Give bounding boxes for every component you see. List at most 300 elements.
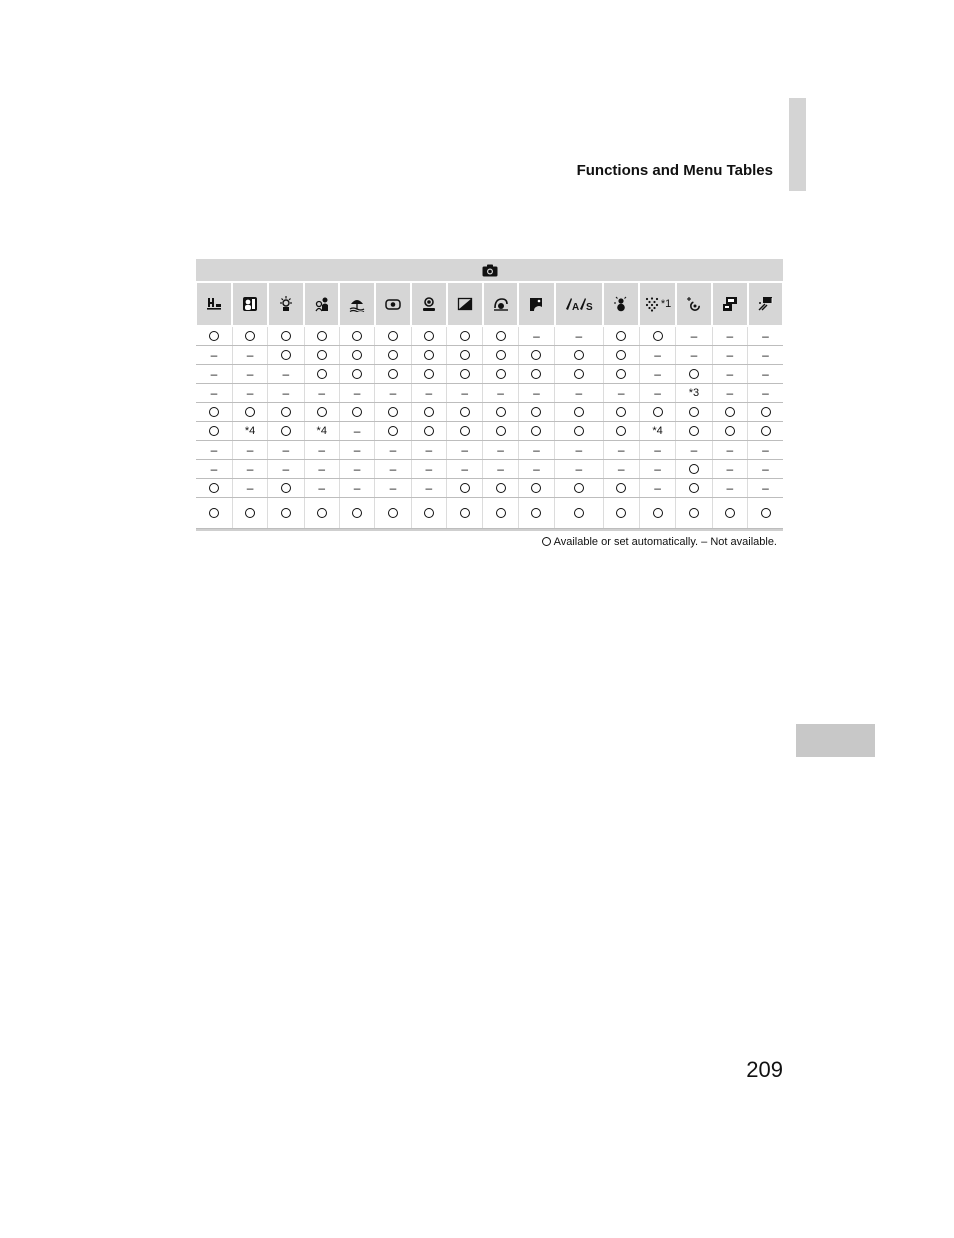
available-circle-icon [689, 407, 699, 417]
table-cell [676, 460, 712, 479]
not-available-dash: – [461, 462, 469, 476]
available-circle-icon [209, 508, 219, 518]
hand-held-night-scene-icon [206, 296, 222, 312]
available-circle-icon [209, 331, 219, 341]
table-bottom-rule [196, 529, 783, 531]
available-circle-icon [653, 407, 663, 417]
mode-column-header [339, 281, 374, 327]
table-cell [232, 441, 267, 460]
table-legend [420, 536, 777, 548]
table-cell [748, 422, 783, 441]
available-circle-icon [460, 350, 470, 360]
table-cell [518, 460, 554, 479]
not-available-dash: – [690, 348, 698, 362]
table-cell [712, 498, 747, 529]
not-available-dash: – [425, 386, 433, 400]
table-cell [268, 479, 304, 498]
table-cell [375, 441, 411, 460]
not-available-dash: – [210, 462, 218, 476]
table-cell [375, 365, 411, 384]
available-circle-icon [317, 331, 327, 341]
not-available-dash: – [726, 462, 734, 476]
available-circle-icon [460, 331, 470, 341]
mode-icon-cell [713, 283, 746, 325]
table-row [196, 403, 783, 422]
table-cell [748, 384, 783, 403]
not-available-dash: – [246, 462, 254, 476]
available-circle-icon [388, 331, 398, 341]
not-available-dash: – [726, 386, 734, 400]
table-cell [603, 479, 639, 498]
available-circle-icon [424, 350, 434, 360]
table-cell [712, 422, 747, 441]
available-circle-icon [388, 426, 398, 436]
mode-icon-cell [269, 283, 303, 325]
table-cell [268, 498, 304, 529]
table-cell [411, 460, 446, 479]
table-cell [603, 422, 639, 441]
available-circle-icon [616, 426, 626, 436]
table-cell [304, 346, 339, 365]
not-available-dash: – [318, 481, 326, 495]
portrait-mode-icon [242, 296, 258, 312]
table-cell [447, 384, 483, 403]
table-cell [447, 327, 483, 346]
not-available-dash: – [389, 386, 397, 400]
table-cell [196, 327, 232, 346]
table-cell [411, 403, 446, 422]
table-cell [518, 346, 554, 365]
not-available-dash: – [575, 329, 583, 343]
available-circle-icon [460, 508, 470, 518]
available-circle-icon [388, 350, 398, 360]
table-cell [375, 346, 411, 365]
available-circle-icon [496, 331, 506, 341]
table-cell [232, 479, 267, 498]
available-circle-icon [574, 426, 584, 436]
available-circle-icon [209, 426, 219, 436]
not-available-dash: – [389, 443, 397, 457]
table-row [196, 422, 783, 441]
table-cell [304, 498, 339, 529]
low-light-icon [278, 296, 294, 312]
table-cell [518, 365, 554, 384]
table-cell [196, 460, 232, 479]
available-circle-icon [616, 369, 626, 379]
available-circle-icon [616, 350, 626, 360]
table-cell [411, 422, 446, 441]
mode-column-header [555, 281, 603, 327]
table-cell [411, 327, 446, 346]
table-cell [639, 422, 675, 441]
available-circle-icon [352, 508, 362, 518]
not-available-dash: – [690, 443, 698, 457]
table-cell [518, 384, 554, 403]
table-cell [483, 384, 518, 403]
table-cell [748, 403, 783, 422]
table-cell [232, 498, 267, 529]
table-cell [268, 422, 304, 441]
table-cell [375, 479, 411, 498]
camera-icon [482, 264, 498, 277]
available-circle-icon [496, 350, 506, 360]
table-cell [518, 327, 554, 346]
legend-text: Available or set automatically. – Not available. [553, 536, 777, 548]
not-available-dash: – [762, 462, 769, 476]
table-cell [748, 346, 783, 365]
available-circle-icon [689, 369, 699, 379]
table-row [196, 346, 783, 365]
table-cell [304, 460, 339, 479]
table-cell [268, 346, 304, 365]
table-cell [748, 441, 783, 460]
table-row [196, 441, 783, 460]
page-number: 209 [746, 1057, 783, 1082]
available-circle-icon [531, 407, 541, 417]
table-cell [639, 365, 675, 384]
table-cell [339, 460, 374, 479]
available-circle-icon [460, 369, 470, 379]
table-cell [712, 384, 747, 403]
table-cell [639, 327, 675, 346]
not-available-dash: – [575, 462, 583, 476]
table-cell [639, 498, 675, 529]
not-available-dash: – [617, 462, 625, 476]
not-available-dash: – [210, 367, 218, 381]
table-cell [304, 422, 339, 441]
table-cell [712, 365, 747, 384]
available-circle-icon [616, 508, 626, 518]
table-cell [712, 441, 747, 460]
table-cell [676, 498, 712, 529]
table-cell [447, 498, 483, 529]
not-available-dash: – [497, 462, 504, 476]
mode-icon-cell [197, 283, 231, 325]
table-cell [748, 479, 783, 498]
table-cell [483, 498, 518, 529]
table-cell [555, 327, 603, 346]
table-cell [339, 384, 374, 403]
footnote-marker: *4 [244, 425, 256, 437]
available-circle-icon [531, 350, 541, 360]
table-cell [603, 403, 639, 422]
mode-column-header [748, 281, 783, 327]
not-available-dash: – [497, 386, 504, 400]
kids-pets-icon [314, 296, 330, 312]
table-cell [712, 327, 747, 346]
available-circle-icon [281, 426, 291, 436]
table-cell [603, 365, 639, 384]
mode-icon-cell [412, 283, 445, 325]
mode-column-header [518, 281, 554, 327]
table-cell [196, 384, 232, 403]
not-available-dash: – [533, 443, 540, 457]
table-cell [268, 384, 304, 403]
table-cell [411, 384, 446, 403]
table-cell [676, 479, 712, 498]
table-cell [339, 422, 374, 441]
table-cell [447, 346, 483, 365]
not-available-dash: – [654, 481, 661, 495]
mode-column-header [603, 281, 639, 327]
table-cell [639, 460, 675, 479]
footnote-marker: *4 [316, 425, 327, 437]
mode-column-header [447, 281, 483, 327]
table-cell [676, 422, 712, 441]
svg-text:S: S [585, 302, 593, 312]
table-cell [375, 498, 411, 529]
table-cell [447, 365, 483, 384]
table-cell [375, 384, 411, 403]
table-cell [304, 479, 339, 498]
not-available-dash: – [353, 481, 361, 495]
table-cell [483, 346, 518, 365]
footnote-marker: *3 [688, 387, 700, 399]
not-available-dash: – [246, 348, 254, 362]
not-available-dash: – [726, 443, 734, 457]
not-available-dash: – [353, 462, 361, 476]
available-circle-icon [616, 331, 626, 341]
table-cell [748, 460, 783, 479]
table-cell [483, 403, 518, 422]
available-circle-icon [616, 483, 626, 493]
available-circle-icon [761, 508, 771, 518]
mode-column-header [411, 281, 446, 327]
available-circle-icon [496, 483, 506, 493]
color-accent-swap-icon [564, 296, 594, 312]
not-available-dash: – [210, 348, 218, 362]
table-cell [555, 441, 603, 460]
mode-icon-cell [233, 283, 266, 325]
available-circle-icon [689, 508, 699, 518]
mode-icon-cell [376, 283, 410, 325]
not-available-dash: – [246, 481, 254, 495]
not-available-dash: – [461, 443, 469, 457]
available-circle-icon [725, 426, 735, 436]
mode-icon-cell [677, 283, 711, 325]
available-circle-icon [531, 369, 541, 379]
not-available-dash: – [654, 462, 661, 476]
function-table [196, 259, 783, 531]
footnote-marker: *4 [652, 425, 663, 437]
table-cell [447, 422, 483, 441]
table-row [196, 460, 783, 479]
chapter-tab [796, 724, 875, 757]
monochrome-icon [457, 296, 473, 312]
available-circle-icon [281, 508, 291, 518]
table-cell [232, 403, 267, 422]
table-cell [748, 498, 783, 529]
available-circle-icon [725, 407, 735, 417]
table-cell [411, 479, 446, 498]
table-cell [375, 403, 411, 422]
table-cell [339, 327, 374, 346]
table-cell [518, 479, 554, 498]
table-cell [712, 479, 747, 498]
table-row [196, 365, 783, 384]
table-cell [483, 327, 518, 346]
table-cell [518, 498, 554, 529]
not-available-dash: – [282, 386, 290, 400]
available-circle-icon [574, 508, 584, 518]
table-cell [339, 441, 374, 460]
mode-icon-cell [305, 283, 338, 325]
not-available-dash: – [762, 348, 769, 362]
available-circle-icon [496, 369, 506, 379]
not-available-dash: – [282, 462, 290, 476]
not-available-dash: – [497, 443, 504, 457]
table-cell [339, 403, 374, 422]
table-cell [555, 346, 603, 365]
table-cell [603, 327, 639, 346]
svg-text:A: A [571, 302, 580, 312]
available-circle-icon [761, 426, 771, 436]
available-circle-icon [317, 350, 327, 360]
table-cell [555, 365, 603, 384]
table-cell [483, 460, 518, 479]
not-available-dash: – [617, 386, 625, 400]
not-available-dash: – [726, 348, 734, 362]
table-cell [555, 422, 603, 441]
not-available-dash: – [246, 367, 254, 381]
stitch-assist-icon [722, 296, 738, 312]
table-cell [196, 346, 232, 365]
available-circle-icon [424, 426, 434, 436]
beach-icon [349, 296, 365, 312]
footnote-marker: *1 [660, 298, 672, 310]
not-available-dash: – [690, 329, 698, 343]
available-circle-icon [317, 508, 327, 518]
table-cell [375, 460, 411, 479]
available-circle-icon [352, 350, 362, 360]
table-cell [483, 422, 518, 441]
not-available-dash: – [389, 481, 397, 495]
not-available-dash: – [425, 462, 433, 476]
not-available-dash: – [282, 367, 290, 381]
not-available-dash: – [654, 443, 661, 457]
underwater-icon [385, 296, 401, 312]
table-row [196, 479, 783, 498]
table-cell [232, 422, 267, 441]
table-cell [676, 384, 712, 403]
table-row [196, 384, 783, 403]
not-available-dash: – [762, 329, 769, 343]
movie-digest-icon [757, 296, 773, 312]
available-circle-icon [531, 426, 541, 436]
available-circle-icon [574, 369, 584, 379]
table-cell [676, 403, 712, 422]
available-circle-icon [574, 350, 584, 360]
table-cell [232, 327, 267, 346]
table-cell [375, 422, 411, 441]
available-circle-icon [689, 464, 699, 474]
not-available-dash: – [425, 443, 433, 457]
available-circle-icon [531, 508, 541, 518]
table-cell [339, 479, 374, 498]
mode-icon-cell [556, 283, 602, 325]
available-circle-icon [653, 331, 663, 341]
available-circle-icon [424, 407, 434, 417]
chapter-marker-bar [789, 98, 806, 191]
not-available-dash: – [533, 329, 540, 343]
table-cell [339, 365, 374, 384]
available-circle-icon [388, 369, 398, 379]
table-cell [304, 403, 339, 422]
mode-icon-cell [448, 283, 482, 325]
table-cell [676, 327, 712, 346]
not-available-dash: – [762, 386, 769, 400]
table-cell [483, 479, 518, 498]
not-available-dash: – [654, 367, 661, 381]
not-available-dash: – [617, 443, 625, 457]
table-cell [603, 498, 639, 529]
available-circle-icon [209, 483, 219, 493]
table-cell [555, 479, 603, 498]
table-cell [555, 403, 603, 422]
available-circle-icon [689, 426, 699, 436]
mode-column-header [375, 281, 411, 327]
not-available-dash: – [762, 443, 769, 457]
not-available-dash: – [353, 424, 361, 438]
mode-icon-row [196, 281, 783, 327]
not-available-dash: – [425, 481, 433, 495]
table-cell [712, 403, 747, 422]
table-cell [411, 365, 446, 384]
mode-column-header [483, 281, 518, 327]
mode-icon-cell [519, 283, 553, 325]
not-available-dash: – [533, 386, 540, 400]
table-cell [268, 365, 304, 384]
available-circle-icon [281, 350, 291, 360]
table-cell [639, 403, 675, 422]
table-cell [232, 460, 267, 479]
foliage-icon [644, 296, 660, 312]
table-row [196, 327, 783, 346]
available-circle-icon [689, 483, 699, 493]
available-circle-icon [531, 483, 541, 493]
not-available-dash: – [762, 481, 769, 495]
available-circle-icon [424, 508, 434, 518]
table-cell [518, 422, 554, 441]
table-cell [447, 441, 483, 460]
table-cell [712, 346, 747, 365]
snow-icon [613, 296, 629, 312]
mode-column-header [712, 281, 747, 327]
available-circle-icon [281, 331, 291, 341]
table-cell [339, 346, 374, 365]
table-row [196, 498, 783, 529]
available-circle-icon [424, 369, 434, 379]
table-cell [196, 479, 232, 498]
available-circle-icon [653, 508, 663, 518]
available-circle-icon [317, 407, 327, 417]
mode-icon-cell [640, 283, 674, 325]
table-cell [232, 346, 267, 365]
table-cell [483, 365, 518, 384]
table-cell [712, 460, 747, 479]
available-circle-icon [725, 508, 735, 518]
available-circle-icon [496, 426, 506, 436]
not-available-dash: – [318, 462, 326, 476]
available-circle-icon [281, 407, 291, 417]
table-cell [603, 460, 639, 479]
available-circle-icon [496, 407, 506, 417]
table-cell [304, 441, 339, 460]
available-circle-icon [460, 483, 470, 493]
not-available-dash: – [246, 443, 254, 457]
table-cell [639, 479, 675, 498]
not-available-dash: – [726, 481, 734, 495]
